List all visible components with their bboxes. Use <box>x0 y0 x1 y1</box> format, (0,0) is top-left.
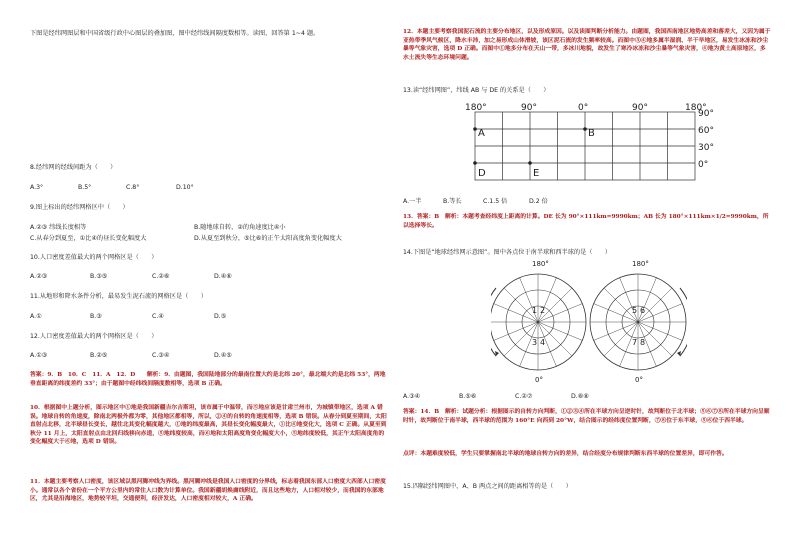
question-10: 10.人口密度差值最大的两个网格区是（ ） <box>30 254 158 261</box>
left-globe-num-1: 1 <box>532 306 538 315</box>
q8-option-d: D.10° <box>176 184 194 191</box>
right-globe-num-7: 7 <box>632 338 638 347</box>
latlong-grid-figure <box>463 102 723 190</box>
q13-option-d: D.2 倍 <box>529 198 548 205</box>
q12-option-d: D.④⑤ <box>214 352 232 359</box>
q8-option-c: C.8° <box>126 184 140 191</box>
grid-right-label-0: 0° <box>698 160 709 170</box>
question-15: 15.四幅经纬网图中，A、B 两点之间的距离相等的是（ ） <box>403 483 572 490</box>
q11-option-b: B.③ <box>90 313 102 320</box>
grid-right-label-90: 90° <box>698 109 714 119</box>
question-14: 14.下图是“地球经纬网示意图”。图中各点位于南半球和西半球的是（ ） <box>403 249 612 256</box>
grid-point-b: B <box>588 128 595 139</box>
grid-top-label-180w: 180° <box>465 103 487 113</box>
grid-right-label-60: 60° <box>698 126 714 136</box>
q10-option-d: D.④⑥ <box>214 273 232 280</box>
grid-top-label-90w: 90° <box>521 103 537 113</box>
answer-11-block: 11．本题主要考察人口密度，该区域以黑河腾冲线为界线。黑河腾冲线是我国人口密度的分界线，标志着我国东部人口密度大西部人口密度小。通常以各个省份在一个平方公里内的常住人口数为计算单位。我国新疆胡焕庸线附近，而且这些地方，人口相对较少，而我国的东部地区，尤其是沿海地区，地势较平坦，交通便利，经济发达，人口密度相对较大，A 正确。 <box>30 479 386 503</box>
answer-13-block: 13．答案：B 解析：本题考查经纬度上距离的计算。DE 长为 90°×111km=9990km；AB 长为 180°×111km×1/2=9990km，所以选择等长。 <box>403 214 769 229</box>
q11-option-d: D.⑤ <box>214 313 227 320</box>
q14-option-d: D.⑥⑧ <box>571 393 589 400</box>
grid-dot-a <box>473 127 477 131</box>
q11-option-c: C.④ <box>152 313 164 320</box>
q11-option-a: A.① <box>30 313 42 320</box>
question-11: 11.从地形和降水条件分析，最易发生泥石流的网格区是（ ） <box>30 293 207 300</box>
grid-point-e: E <box>533 168 540 179</box>
q12-option-c: C.③④ <box>152 352 170 359</box>
right-globe-bottom-label: 0° <box>635 376 643 384</box>
grid-top-label-90e: 90° <box>632 103 648 113</box>
right-globe-num-5: 5 <box>632 306 638 315</box>
grid-dot-d <box>473 161 477 165</box>
q13-option-b: B.等长 <box>443 198 462 205</box>
grid-dot-b <box>583 127 587 131</box>
question-13: 13.读“经纬网图”，纬线 AB 与 DE 的关系是（ ） <box>403 87 550 94</box>
grid-dot-e <box>528 161 532 165</box>
q14-option-a: A.③④ <box>403 393 421 400</box>
question-8: 8.经纬网的经线间距为（ ） <box>30 164 117 171</box>
left-globe-num-4: 4 <box>540 338 546 347</box>
left-globe-num-3: 3 <box>532 338 538 347</box>
answer-9-block: 答案：9．B 10．C 11．A 12．D 解析：9．由题图，我国陆地部分的最南位置大约是北纬 20°，最北端大约是北纬 53°，两地垂直距离的纬度差约 33°；由于题图中经纬线间隔度数相等，选项 B 正确。 <box>30 372 386 387</box>
right-globe-top-label: 180° <box>632 260 649 268</box>
answer-14-comment: 点评：本题难度较低，学生只要掌握南北半球的地球自转方向的差异，结合经度分布规律判断东西半球的位置差异，即可作答。 <box>403 451 728 457</box>
q14-option-c: C.②⑦ <box>515 393 533 400</box>
intro-text: 下图是经纬网图层和中国省级行政中心图层的叠加图，图中经纬线间隔度数相等。读图，回答第 1~4 题。 <box>30 30 320 37</box>
q9-option-c: C.从春分到夏至，①比④的昼长变化幅度大 <box>30 235 147 242</box>
question-12: 12.人口密度差值最大的两个网格区是（ ） <box>30 333 158 340</box>
q12-option-b: B.②⑤ <box>90 352 108 359</box>
q10-option-b: B.③⑤ <box>90 273 108 280</box>
q10-option-c: C.②⑥ <box>152 273 170 280</box>
answer-10-block: 10．根据图中上题分析，图示地区中①地是我国新疆吉尔吉斯坦，该市属于中温带，而⑤地应该是甘肃兰州市，为城镇带地区，选项 A 错误。地球自转的角速度，除南北两极外都为零，其他地区都相等，所以，②④的自转的角速度相等，选项 B 错误。从春分到夏至期间，太阳直射点北移，北半球昼长变长，越往北其变化幅度越大，①地的纬度最高，其昼长变化幅度最大，①比④地变化大，选项 C 正确。从夏至到秋分 11 月上，太阳直射点由北回归线移向赤道，⑤地纬度较高，而⑥地和太阳高度角变化幅度大小，⑤地纬度较低，其正午太阳高度角的变化幅度大于⑥地，选项 D 错误。 <box>30 405 387 446</box>
left-globe-num-2: 2 <box>540 306 546 315</box>
left-globe-top-label: 180° <box>532 260 549 268</box>
left-globe-bottom-label: 0° <box>535 376 543 384</box>
q9-option-d: D.从夏至到秋分，⑤比⑥的正午太阳高度角变化幅度大 <box>194 235 342 242</box>
right-globe-num-6: 6 <box>640 306 646 315</box>
q9-option-a: A.②③ 纬线长度相等 <box>30 224 87 231</box>
q9-option-b: B.随地球自转，②的角速度比④小 <box>194 224 286 231</box>
grid-top-label-0: 0° <box>578 103 589 113</box>
q14-option-b: B.⑤⑥ <box>459 393 477 400</box>
grid-point-d: D <box>478 168 486 179</box>
grid-top-label-180e: 180° <box>685 103 707 113</box>
q13-option-c: C.1.5 倍 <box>483 198 508 205</box>
right-globe-num-8: 8 <box>640 338 646 347</box>
question-9: 9.图上标出的经纬网格区中（ ） <box>30 204 129 211</box>
q10-option-a: A.②③ <box>30 273 48 280</box>
polar-globe-figure <box>491 258 687 386</box>
q8-option-b: B.5° <box>78 184 92 191</box>
grid-point-a: A <box>478 128 485 139</box>
grid-right-label-30: 30° <box>698 143 714 153</box>
q12-option-a: A.①③ <box>30 352 48 359</box>
q13-option-a: A.一半 <box>403 198 422 205</box>
answer-12-block: 12．本题主要考察我国泥石流的主要分布地区，以及形成原因。以及读图判断分析能力。由题图，我国西南地区地势高差和落差大，又因为属于亚热带季风气候区，降水丰沛，加之易形成山体滑坡，该区泥石流的发生频率较高。而图中③④地多属半湿润、半干旱地区，易发生冰冻和沙尘暴等气象灾害，选项 D 正确。而图中①地多分布在天山一带，多冰川地貌，故发生了寒冷冰冻和沙尘暴等气象灾害，④地为黄土高原地区，多水土流失等生态环境问题。 <box>403 29 771 61</box>
q8-option-a: A.3° <box>30 184 44 191</box>
answer-14-block: 答案：14．B 解析：试题分析：根据图示的自转方向判断，①②③④所在半球方向呈逆时针，故判断位于北半球；⑤⑥⑦⑧所在半球方向呈顺时针，故判断位于南半球，西半球的范围为 160°E 向西到 20°W，结合图示的经纬度位置判断，⑦⑧位于东半球，⑤⑥位于西半球。 <box>403 409 770 424</box>
